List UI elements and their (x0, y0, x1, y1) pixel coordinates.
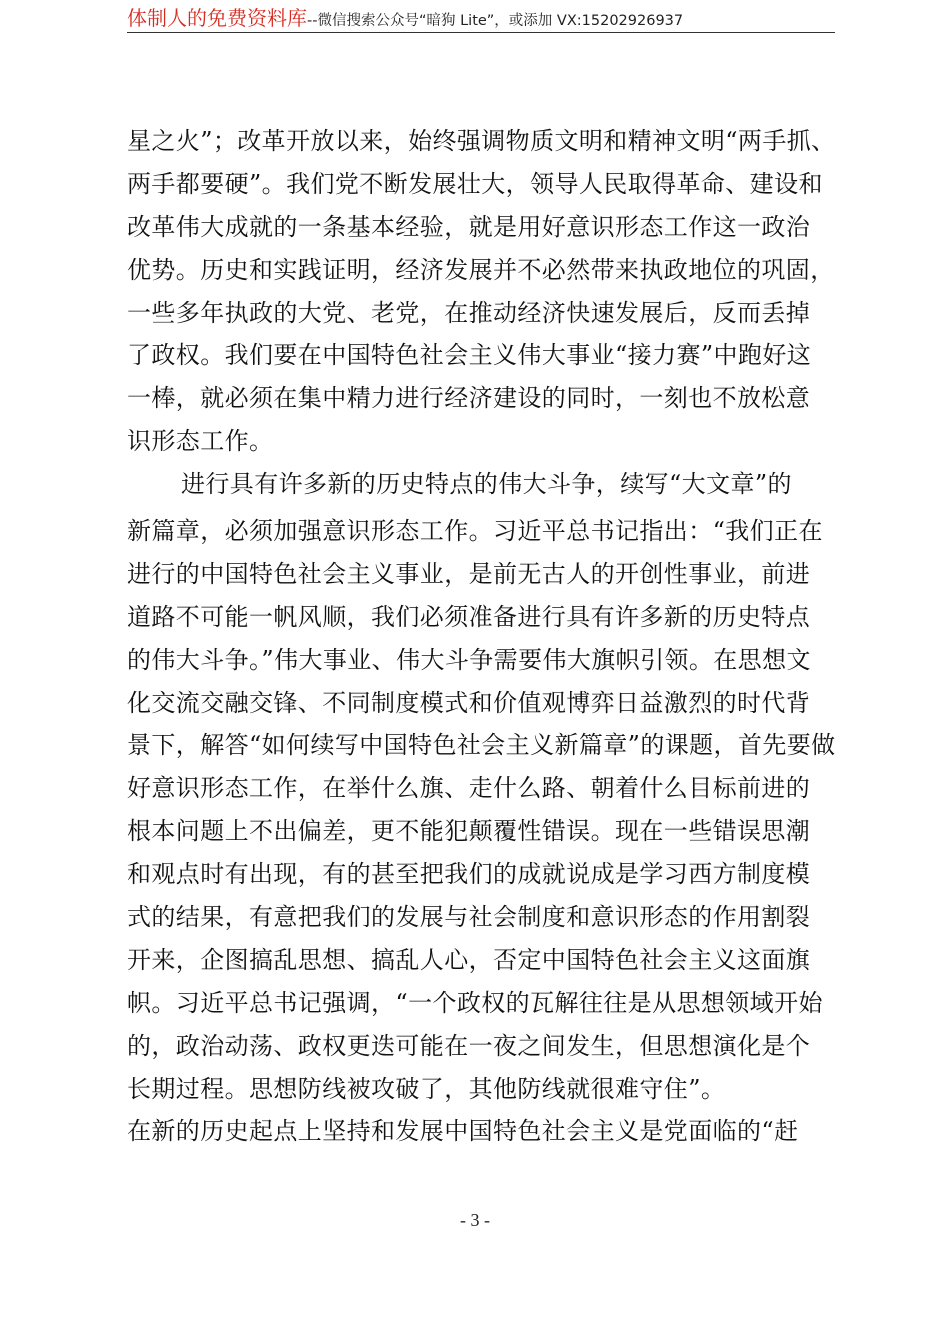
text-line: 了政权。我们要在中国特色社会主义伟大事业“接力赛”中跑好这 (127, 341, 812, 370)
text-line: 改革伟大成就的一条基本经验，就是用好意识形态工作这一政治 (127, 212, 811, 241)
document-body (127, 120, 857, 1153)
text-line: 的伟大斗争。”伟大事业、伟大斗争需要伟大旗帜引领。在思想文 (127, 645, 811, 674)
text-line: 星之火”；改革开放以来，始终强调物质文明和精神文明“两手抓、 (127, 127, 836, 155)
text-line: 根本问题上不出偏差，更不能犯颠覆性错误。现在一些错误思潮 (127, 817, 811, 846)
text-line: 识形态工作。 (127, 427, 274, 456)
text-line: 和观点时有出现，有的甚至把我们的成就说成是学习西方制度模 (127, 860, 811, 889)
text-line: 两手都要硬”。我们党不断发展壮大，领导人民取得革命、建设和 (127, 169, 823, 198)
text-line: 式的结果，有意把我们的发展与社会制度和意识形态的作用割裂 (127, 903, 811, 932)
header-subtitle: --微信搜索公众号“暗狗 Lite”，或添加 VX:15202926937 (307, 13, 684, 29)
text-line: 一些多年执政的大党、老党，在推动经济快速发展后，反而丢掉 (127, 298, 811, 327)
text-line: 的，政治动荡、政权更迭可能在一夜之间发生，但思想演化是个 (127, 1031, 811, 1060)
text-line: 优势。历史和实践证明，经济发展并不必然带来执政地位的巩固， (127, 255, 835, 284)
text-line: 帜。习近平总书记强调，“一个政权的瓦解往往是从思想领域开始 (127, 988, 823, 1017)
page-number: - 3 - (460, 1210, 490, 1230)
header-brand: 体制人的免费资料库 (127, 6, 307, 30)
text-line: 长期过程。思想防线被攻破了，其他防线就很难守住”。 (127, 1074, 726, 1103)
text-line: 景下，解答“如何续写中国特色社会主义新篇章”的课题，首先要做 (127, 731, 836, 760)
text-line: 一棒，就必须在集中精力进行经济建设的同时，一刻也不放松意 (127, 384, 811, 413)
paragraph-start-line: 进行具有许多新的历史特点的伟大斗争，续写“大文章”的 (181, 470, 792, 499)
text-line: 进行的中国特色社会主义事业，是前无古人的开创性事业，前进 (127, 559, 811, 588)
text-line: 好意识形态工作，在举什么旗、走什么路、朝着什么目标前进的 (127, 774, 811, 803)
text-line: 道路不可能一帆风顺，我们必须准备进行具有许多新的历史特点 (127, 602, 811, 631)
text-line: 在新的历史起点上坚持和发展中国特色社会主义是党面临的“赶 (127, 1117, 799, 1146)
text-line: 化交流交融交锋、不同制度模式和价值观博弈日益激烈的时代背 (127, 688, 811, 717)
text-line: 开来，企图搞乱思想、搞乱人心，否定中国特色社会主义这面旗 (127, 945, 811, 974)
text-line: 新篇章，必须加强意识形态工作。习近平总书记指出：“我们正在 (127, 517, 823, 546)
watermark-header (127, 6, 835, 33)
